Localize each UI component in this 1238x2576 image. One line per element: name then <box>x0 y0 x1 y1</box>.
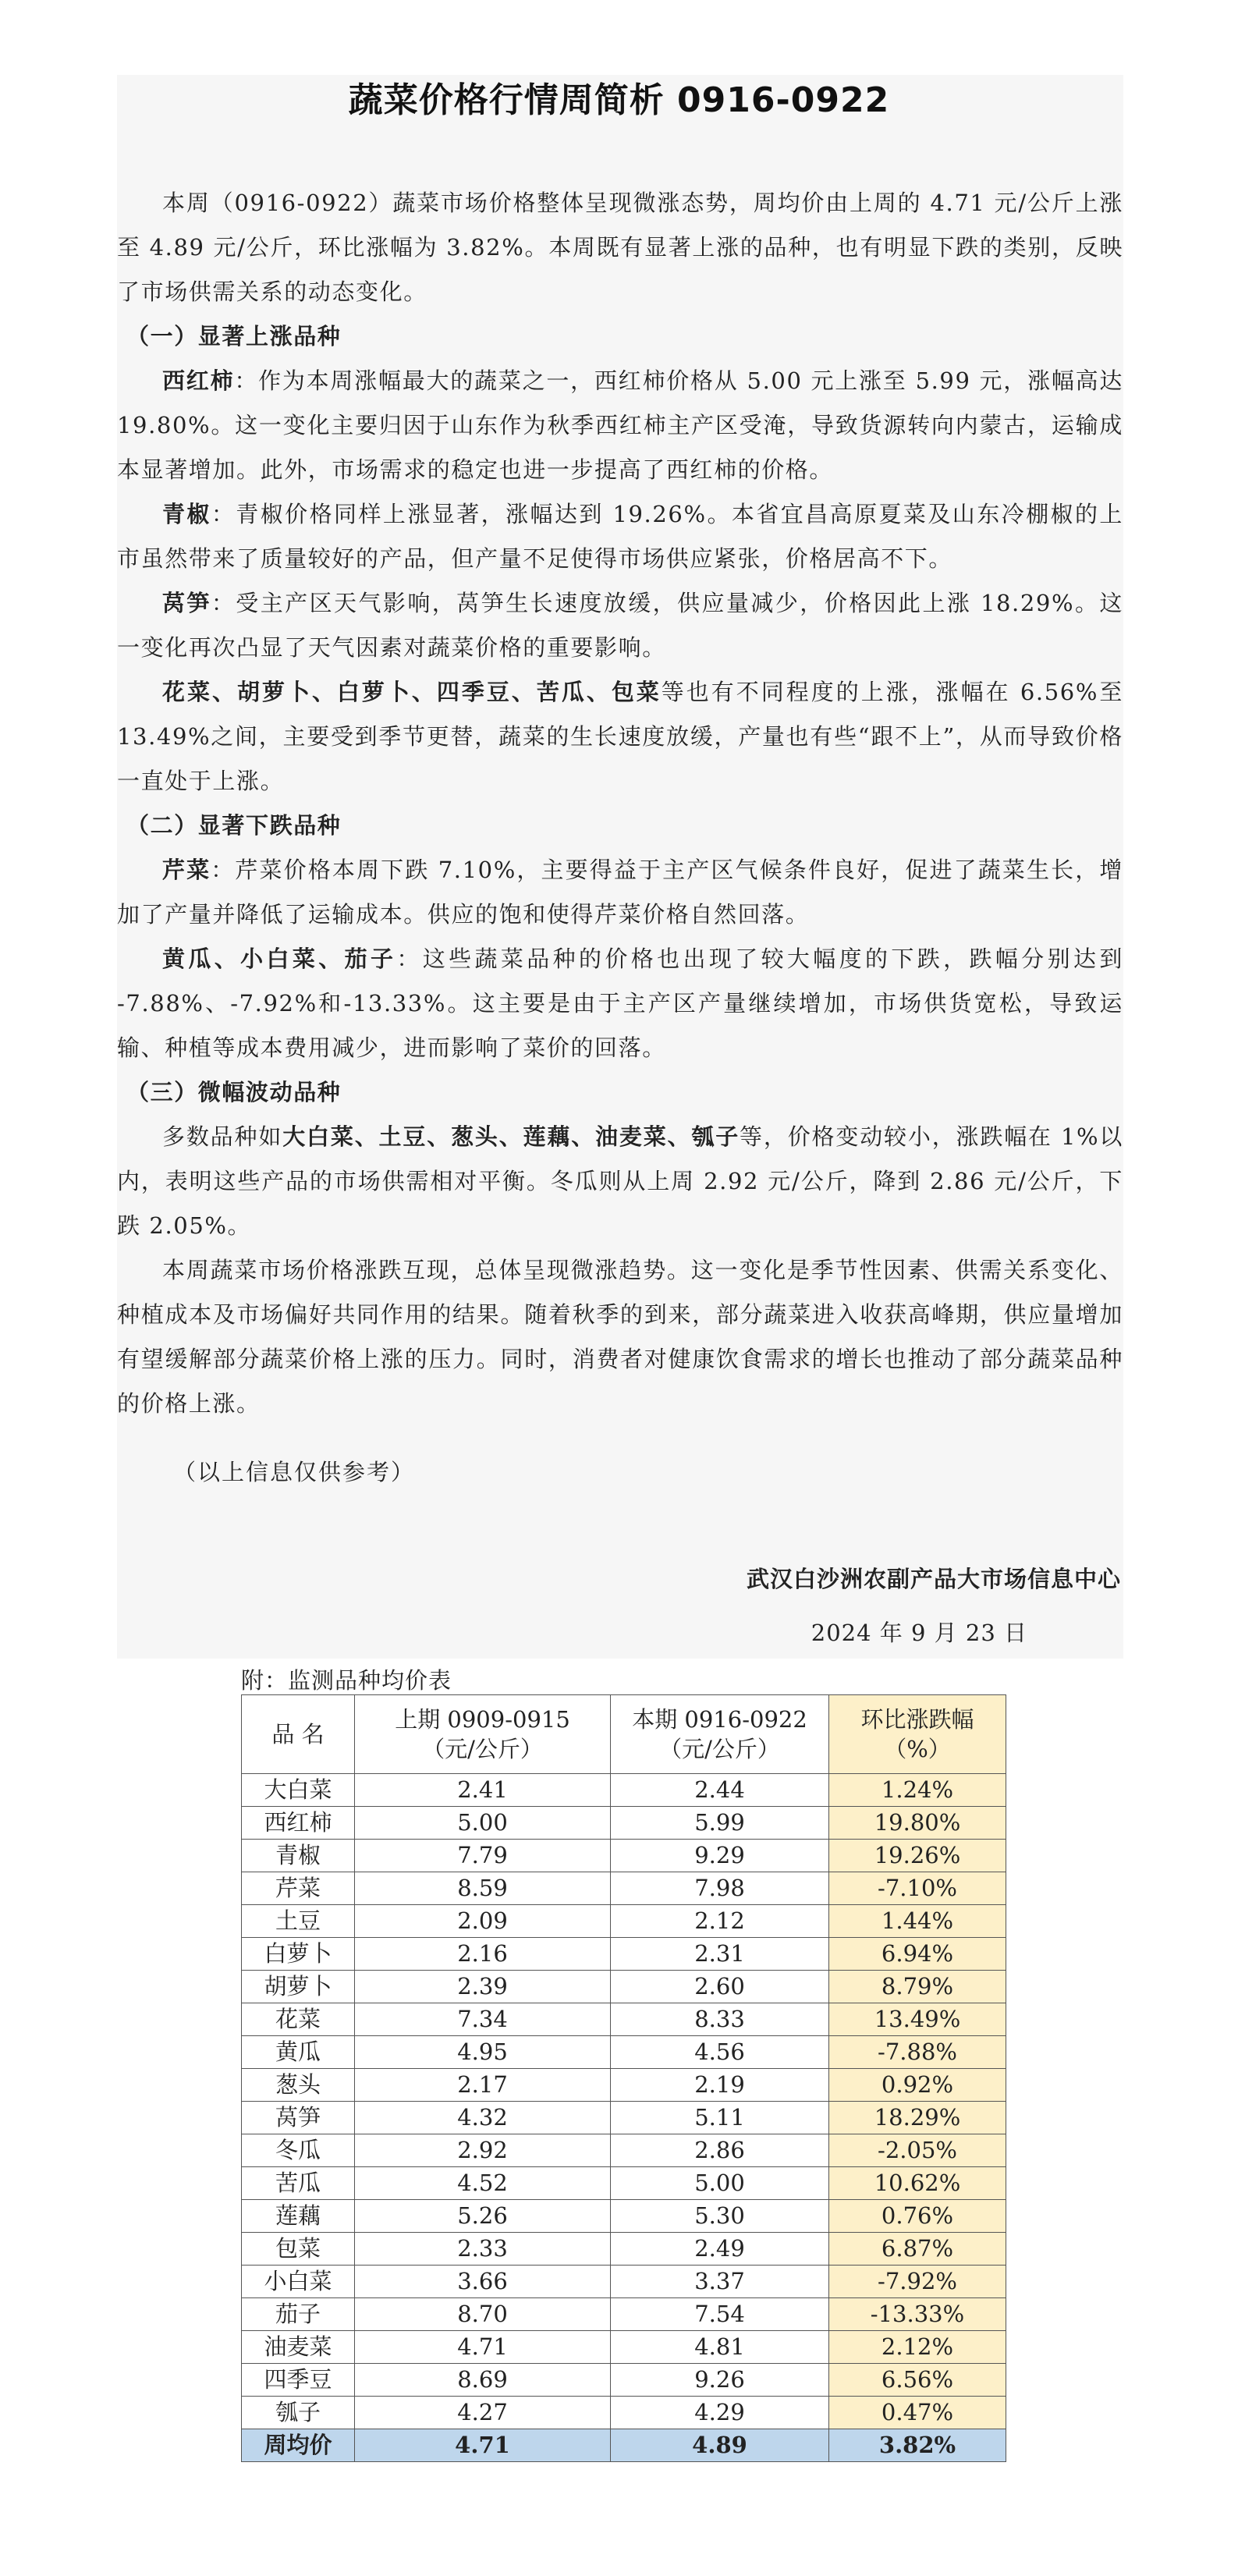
table-row <box>242 1840 1006 1872</box>
cell-last-week: 4.52 <box>355 2167 611 2200</box>
cell-name: 茄子 <box>242 2298 355 2331</box>
cell-last-week: 8.69 <box>355 2364 611 2397</box>
publish-date: 2024 年 9 月 23 日 <box>811 1620 1027 1646</box>
cell-this-week: 7.98 <box>611 1872 829 1905</box>
cell-last-week: 2.39 <box>355 1971 611 2003</box>
table-row <box>242 2134 1006 2167</box>
cell-change: 1.24% <box>829 1774 1006 1807</box>
cell-name: 葱头 <box>242 2069 355 2102</box>
cell-change: -7.88% <box>829 2036 1006 2069</box>
header-name: 品 名 <box>242 1695 355 1774</box>
cell-this-week: 4.81 <box>611 2331 829 2364</box>
table-row <box>242 2266 1006 2298</box>
cell-change: 18.29% <box>829 2102 1006 2134</box>
paragraph-celery <box>117 848 1123 937</box>
table-row <box>242 1971 1006 2003</box>
cell-last-week: 2.17 <box>355 2069 611 2102</box>
cell-change: 19.80% <box>829 1807 1006 1840</box>
section-heading-stable: （三）微幅波动品种 <box>126 1079 342 1105</box>
cell-this-week: 2.49 <box>611 2233 829 2266</box>
cell-last-week: 2.41 <box>355 1774 611 1807</box>
table-header-row <box>242 1695 1006 1774</box>
cell-change: 0.47% <box>829 2397 1006 2429</box>
cell-name: 白萝卜 <box>242 1938 355 1971</box>
cell-name: 胡萝卜 <box>242 1971 355 2003</box>
table-row <box>242 2397 1006 2429</box>
table-row <box>242 2298 1006 2331</box>
cell-name: 油麦菜 <box>242 2331 355 2364</box>
table-row <box>242 1905 1006 1938</box>
cell-this-week: 2.31 <box>611 1938 829 1971</box>
cell-last-week: 3.66 <box>355 2266 611 2298</box>
table-caption: 附：监测品种均价表 <box>241 1667 452 1694</box>
table-average-row <box>242 2429 1006 2462</box>
item-text: ：这些蔬菜品种的价格也出现了较大幅度的下跌，跌幅分别达到 -7.88%、-7.92%和-13.33%。这主要是由于主产区产量继续增加，市场供货宽松，导致运输、种植等成本费用减少，进而影响了菜价的回落。 <box>117 946 1123 1061</box>
paragraph-tomato <box>117 359 1123 492</box>
cell-this-week: 5.30 <box>611 2200 829 2233</box>
item-text: ：作为本周涨幅最大的蔬菜之一，西红柿价格从 5.00 元上涨至 5.99 元，涨幅高达 19.80%。这一变化主要归因于山东作为秋季西红柿主产区受淹，导致货源转向内蒙古，运输成本显著增加。此外，市场需求的稳定也进一步提高了西红柿的价格。 <box>117 367 1123 483</box>
item-lead: 花菜、胡萝卜、白萝卜、四季豆、苦瓜、包菜 <box>162 679 662 705</box>
cell-name: 黄瓜 <box>242 2036 355 2069</box>
table-row <box>242 2102 1006 2134</box>
table-row <box>242 2003 1006 2036</box>
cell-this-week: 2.19 <box>611 2069 829 2102</box>
cell-change: -13.33% <box>829 2298 1006 2331</box>
cell-this-week: 9.29 <box>611 1840 829 1872</box>
cell-name: 花菜 <box>242 2003 355 2036</box>
cell-last-week: 7.34 <box>355 2003 611 2036</box>
cell-change: -2.05% <box>829 2134 1006 2167</box>
cell-name: 苦瓜 <box>242 2167 355 2200</box>
cell-change: -7.92% <box>829 2266 1006 2298</box>
cell-last-week: 4.71 <box>355 2331 611 2364</box>
cell-last-week: 8.59 <box>355 1872 611 1905</box>
cell-this-week: 2.12 <box>611 1905 829 1938</box>
item-lead: 西红柿 <box>162 367 235 394</box>
cell-name: 大白菜 <box>242 1774 355 1807</box>
cell-change: 0.92% <box>829 2069 1006 2102</box>
item-lead: 青椒 <box>162 501 211 527</box>
item-pre: 多数品种如 <box>162 1123 283 1150</box>
table-row <box>242 1774 1006 1807</box>
cell-last-week: 4.32 <box>355 2102 611 2134</box>
item-text: ：青椒价格同样上涨显著，涨幅达到 19.26%。本省宜昌高原夏菜及山东冷棚椒的上市虽然带来了质量较好的产品，但产量不足使得市场供应紧张，价格居高不下。 <box>117 501 1124 572</box>
intro-paragraph: 本周（0916-0922）蔬菜市场价格整体呈现微涨态势，周均价由上周的 4.71 元/公斤上涨至 4.89 元/公斤，环比涨幅为 3.82%。本周既有显著上涨的品种，也有明显下跌的类别，反映了市场供需关系的动态变化。 <box>117 190 1123 305</box>
cell-name: 包菜 <box>242 2233 355 2266</box>
cell-this-week: 7.54 <box>611 2298 829 2331</box>
item-lead: 莴笋 <box>162 590 211 616</box>
cell-last-week: 8.70 <box>355 2298 611 2331</box>
paragraph-others-rising <box>117 670 1123 804</box>
cell-change: 13.49% <box>829 2003 1006 2036</box>
item-lead: 大白菜、土豆、葱头、莲藕、油麦菜、瓠子 <box>282 1123 740 1150</box>
cell-this-week: 5.99 <box>611 1807 829 1840</box>
cell-last-week: 2.09 <box>355 1905 611 1938</box>
cell-name: 莲藕 <box>242 2200 355 2233</box>
cell-name: 小白菜 <box>242 2266 355 2298</box>
cell-last-week: 4.27 <box>355 2397 611 2429</box>
cell-last-week: 2.16 <box>355 1938 611 1971</box>
cell-change: 19.26% <box>829 1840 1006 1872</box>
paragraph-stable <box>117 1115 1123 1248</box>
header-change: 环比涨跌幅 （%） <box>829 1695 1006 1774</box>
cell-change: 6.56% <box>829 2364 1006 2397</box>
avg-this-week: 4.89 <box>611 2429 829 2462</box>
item-text: 等，价格变动较小，涨跌幅在 1%以内，表明这些产品的市场供需相对平衡。冬瓜则从上周 2.92 元/公斤，降到 2.86 元/公斤，下跌 2.05%。 <box>117 1123 1123 1239</box>
cell-this-week: 3.37 <box>611 2266 829 2298</box>
cell-this-week: 2.60 <box>611 1971 829 2003</box>
disclaimer: （以上信息仅供参考） <box>173 1459 416 1485</box>
cell-this-week: 4.29 <box>611 2397 829 2429</box>
table-row <box>242 1807 1006 1840</box>
section-heading-rising: （一）显著上涨品种 <box>126 323 342 349</box>
cell-name: 冬瓜 <box>242 2134 355 2167</box>
cell-change: 6.94% <box>829 1938 1006 1971</box>
cell-change: 6.87% <box>829 2233 1006 2266</box>
table-row <box>242 2200 1006 2233</box>
item-text: 等也有不同程度的上涨，涨幅在 6.56%至 13.49%之间，主要受到季节更替，蔬菜的生长速度放缓，产量也有些“跟不上”，从而导致价格一直处于上涨。 <box>117 679 1123 794</box>
cell-last-week: 2.33 <box>355 2233 611 2266</box>
cell-change: -7.10% <box>829 1872 1006 1905</box>
paragraph-others-falling <box>117 937 1123 1070</box>
section-heading-falling: （二）显著下跌品种 <box>126 812 342 839</box>
table-row <box>242 2364 1006 2397</box>
cell-name: 莴笋 <box>242 2102 355 2134</box>
cell-change: 1.44% <box>829 1905 1006 1938</box>
table-row <box>242 2233 1006 2266</box>
item-lead: 芹菜 <box>162 857 211 883</box>
cell-last-week: 7.79 <box>355 1840 611 1872</box>
cell-last-week: 5.00 <box>355 1807 611 1840</box>
cell-name: 芹菜 <box>242 1872 355 1905</box>
header-last-week: 上期 0909-0915 （元/公斤） <box>355 1695 611 1774</box>
table-row <box>242 2036 1006 2069</box>
item-text: ：受主产区天气影响，莴笋生长速度放缓，供应量减少，价格因此上涨 18.29%。这一变化再次凸显了天气因素对蔬菜价格的重要影响。 <box>117 590 1124 661</box>
table-row <box>242 1938 1006 1971</box>
summary-paragraph: 本周蔬菜市场价格涨跌互现，总体呈现微涨趋势。这一变化是季节性因素、供需关系变化、种植成本及市场偏好共同作用的结果。随着秋季的到来，部分蔬菜进入收获高峰期，供应量增加有望缓解部分蔬菜价格上涨的压力。同时，消费者对健康饮食需求的增长也推动了部分蔬菜品种的价格上涨。 <box>117 1257 1123 1417</box>
table-row <box>242 2331 1006 2364</box>
cell-last-week: 5.26 <box>355 2200 611 2233</box>
cell-this-week: 4.56 <box>611 2036 829 2069</box>
cell-change: 10.62% <box>829 2167 1006 2200</box>
cell-this-week: 2.86 <box>611 2134 829 2167</box>
paragraph-lettuce <box>117 581 1123 670</box>
avg-label: 周均价 <box>242 2429 355 2462</box>
cell-change: 8.79% <box>829 1971 1006 2003</box>
item-text: ：芹菜价格本周下跌 7.10%，主要得益于主产区气候条件良好，促进了蔬菜生长，增加了产量并降低了运输成本。供应的饱和使得芹菜价格自然回落。 <box>117 857 1123 928</box>
cell-name: 青椒 <box>242 1840 355 1872</box>
cell-this-week: 8.33 <box>611 2003 829 2036</box>
table-row <box>242 2069 1006 2102</box>
avg-last-week: 4.71 <box>355 2429 611 2462</box>
item-lead: 黄瓜、小白菜、茄子 <box>162 946 397 972</box>
cell-last-week: 2.92 <box>355 2134 611 2167</box>
table-row <box>242 1872 1006 1905</box>
table-row <box>242 2167 1006 2200</box>
cell-name: 土豆 <box>242 1905 355 1938</box>
cell-last-week: 4.95 <box>355 2036 611 2069</box>
organization-signature: 武汉白沙洲农副产品大市场信息中心 <box>746 1566 1121 1592</box>
table-body <box>242 1774 1006 2462</box>
cell-this-week: 9.26 <box>611 2364 829 2397</box>
paragraph-pepper <box>117 492 1123 581</box>
cell-change: 0.76% <box>829 2200 1006 2233</box>
cell-this-week: 2.44 <box>611 1774 829 1807</box>
cell-change: 2.12% <box>829 2331 1006 2364</box>
header-this-week: 本期 0916-0922 （元/公斤） <box>611 1695 829 1774</box>
page-title: 蔬菜价格行情周简析 0916-0922 <box>348 80 890 120</box>
cell-this-week: 5.11 <box>611 2102 829 2134</box>
cell-this-week: 5.00 <box>611 2167 829 2200</box>
avg-change: 3.82% <box>829 2429 1006 2462</box>
cell-name: 瓠子 <box>242 2397 355 2429</box>
article-body <box>117 181 1123 1426</box>
cell-name: 四季豆 <box>242 2364 355 2397</box>
cell-name: 西红柿 <box>242 1807 355 1840</box>
price-table <box>241 1694 1006 2462</box>
